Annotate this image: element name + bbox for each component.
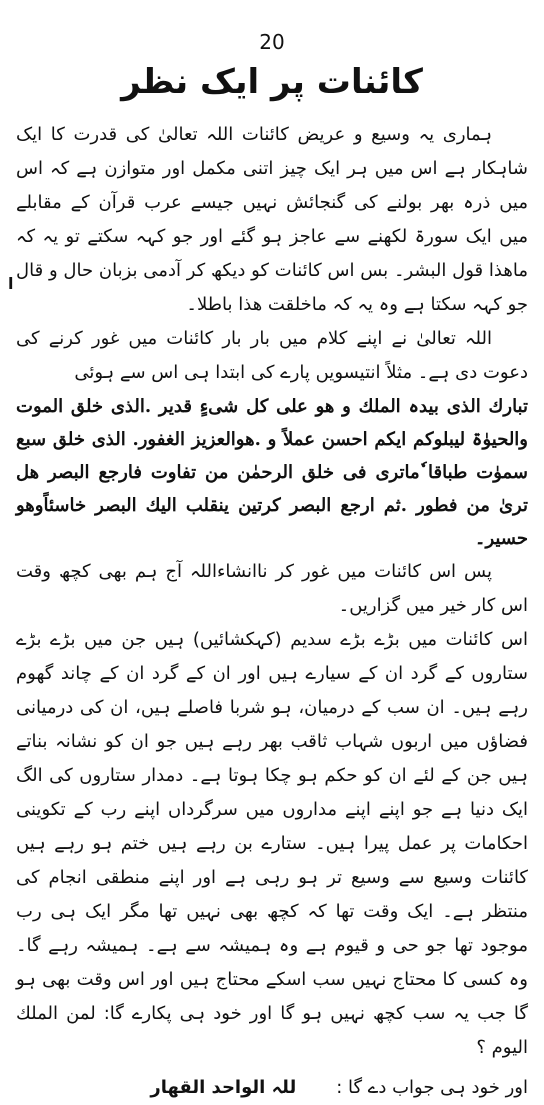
- closing-line: [16, 1071, 528, 1105]
- page-title: کائنات پر ایک نظر: [121, 62, 423, 102]
- quran-quote: تبارك الذی بیدہ الملك و هو علی كل شیءٍ قدیر .الذی خلق الموت والحیوٰۃ لیبلوکم ایکم احسن عملاً و .هوالعزیز الغفور. الذی خلق سبع سموٰت طباقا ٗماتری فی خلق الرحمٰن من تفاوت فارجع البصر هل تریٰ من فطور .ثم ارجع البصر کرتین ینقلب الیك البصر خاسئاًوهو حسیر۔: [16, 396, 528, 549]
- page-number: 20: [259, 30, 285, 54]
- closing-urdu: اور خود ہی جواب دے گا :: [336, 1077, 528, 1098]
- body-text: [16, 118, 528, 1105]
- paragraph-invitation: اللہ تعالیٰ نے اپنے کلام میں بار بار کائنات میں غور کرنے کی دعوت دی ہے۔ مثلاً انتیسویں پارے کی ابتدا ہی اس سے ہوئی: [16, 328, 528, 383]
- paragraph-reflection: پس اس کائنات میں غور کر ناانشاءاللہ آج ہم بھی کچھ وقت اس کار خیر میں گزاریں۔: [16, 561, 528, 616]
- paragraph-intro: ہماری یہ وسیع و عریض کائنات اللہ تعالیٰ کی قدرت کا ایک شاہکار ہے اس میں ہر ایک چیز اتنی مکمل اور متوازن ہے کہ اس میں ذرہ بھر بولنے کی گنجائش نہیں جیسے عرب قرآن کے مقابلے میں ایک سورۃ لکھنے سے عاجز ہو گئے اور جو کہہ سکتے تو یہ کہ ماھذا قول البشر۔ بس اس کائنات کو دیکھ کر آدمی بزبان حال و قال جو کہہ سکتا ہے وہ یہ کہ ماخلقت ھذا باطلا۔: [16, 124, 528, 315]
- paragraph-cosmos: اس کائنات میں بڑے بڑے سدیم (کہکشائیں) ہیں جن میں بڑے بڑے ستاروں کے گرد ان کے سیارے ہیں اور ان کے گرد ان کے چاند گھوم رہے ہیں۔ ان سب کے درمیان، ہو شربا فاصلے ہیں، ان کی درمیانی فضاؤں میں اربوں شہاب ثاقب بھر رہے ہیں جو ان کو نشانہ بناتے ہیں جن کے لئے ان کو حکم ہو چکا ہوتا ہے۔ دمدار ستاروں کی الگ ایک دنیا ہے جو اپنے اپنے مداروں میں سرگرداں اپنے رب کے تکوینی احکامات پر عمل پیرا ہیں۔ ستارے بن رہے ہیں ختم ہو رہے ہیں کائنات وسیع سے وسیع تر ہو رہی ہے اور اپنے منطقی انجام کی منتظر ہے۔ ایک وقت تھا کہ کچھ بھی نہیں تھا مگر ایک ہی رب موجود تھا جو حی و قیوم ہے وہ ہمیشہ سے ہے۔ ہمیشہ رہے گا۔ وہ کسی کا محتاج نہیں سب اسکے محتاج ہیں اور اس وقت بھی ہو گا جب یہ سب کچھ نہیں ہو گا اور خود ہی پکارے گا: لمن الملك الیوم ؟: [16, 629, 528, 1058]
- margin-mark: ا: [8, 274, 14, 293]
- closing-arabic: للہ الواحد القهار: [150, 1077, 297, 1098]
